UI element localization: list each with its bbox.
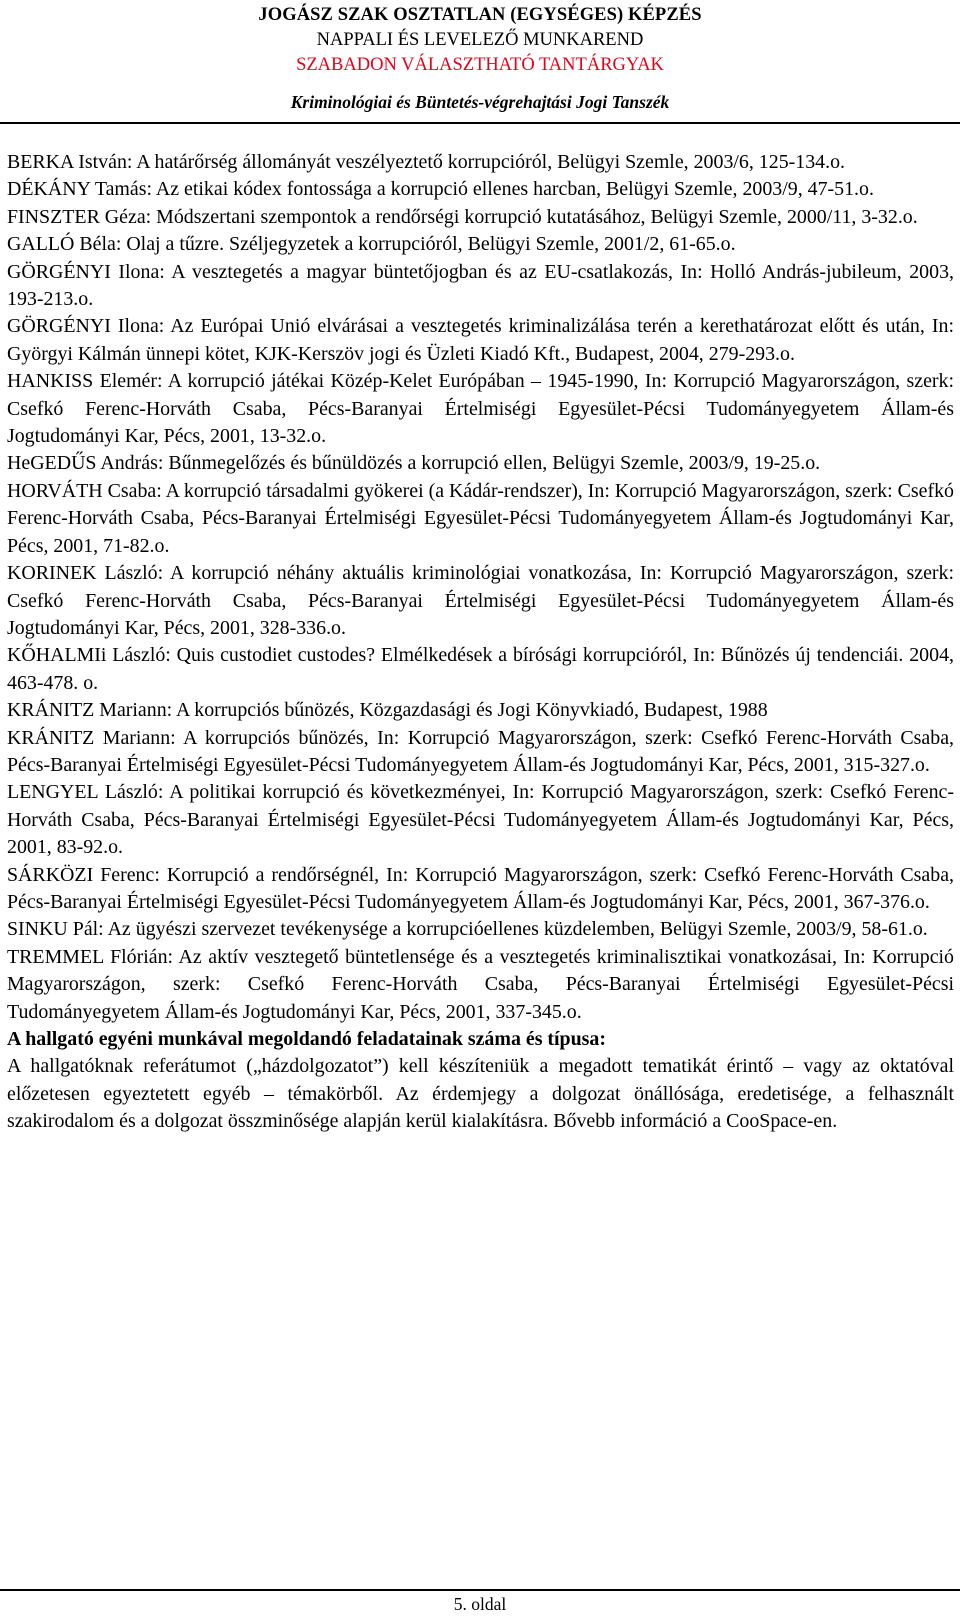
page-header bbox=[0, 2, 960, 114]
reference-item: GÖRGÉNYI Ilona: A vesztegetés a magyar büntetőjogban és az EU-csatlakozás, In: Holló András-jubileum, 2003, 193-213.o. bbox=[7, 260, 954, 311]
assignment-heading: A hallgató egyéni munkával megoldandó feladatainak száma és típusa: bbox=[7, 1028, 606, 1050]
reference-item: LENGYEL László: A politikai korrupció és következményei, In: Korrupció Magyarországon, szerk: Csefkó Ferenc-Horváth Csaba, Pécs-Baranyai Értelmiségi Egyesület-Pécsi Tudományegyetem Állam-és Jogtudományi Kar, Pécs, 2001, 83-92.o. bbox=[7, 781, 954, 859]
header-schedule: NAPPALI ÉS LEVELEZŐ MUNKAREND bbox=[316, 30, 644, 50]
reference-item: DÉKÁNY Tamás: Az etikai kódex fontossága a korrupció ellenes harcban, Belügyi Szemle, 2003/9, 47-51.o. bbox=[7, 178, 874, 201]
header-department: Kriminológiai és Büntetés-végrehajtási Jogi Tanszék bbox=[290, 92, 670, 112]
header-divider bbox=[0, 122, 960, 124]
reference-item: HANKISS Elemér: A korrupció játékai Közép-Kelet Európában – 1945-1990, In: Korrupció Magyarországon, szerk: Csefkó Ferenc-Horváth Csaba, Pécs-Baranyai Értelmiségi Egyesület-Pécsi Tudományegyetem Állam-és Jogtudományi Kar, Pécs, 2001, 13-32.o. bbox=[7, 370, 954, 448]
reference-item: GALLÓ Béla: Olaj a tűzre. Széljegyzetek a korrupcióról, Belügyi Szemle, 2001/2, 61-65.o. bbox=[7, 233, 736, 256]
header-course-category: SZABADON VÁLASZTHATÓ TANTÁRGYAK bbox=[296, 55, 664, 75]
reference-item: KORINEK László: A korrupció néhány aktuális kriminológiai vonatkozása, In: Korrupció Magyarországon, szerk: Csefkó Ferenc-Horváth Csaba, Pécs-Baranyai Értelmiségi Egyesület-Pécsi Tudományegyetem Állam-és Jogtudományi Kar, Pécs, 2001, 328-336.o. bbox=[7, 562, 954, 639]
reference-list bbox=[7, 149, 954, 1026]
page-content bbox=[7, 149, 954, 1136]
assignment-paragraph: A hallgatóknak referátumot („házdolgozatot”) kell készíteniük a megadott tematikát érintő – vagy az oktatóval előzetesen egyeztetett egyéb – témakörből. Az érdemjegy a dolgozat önállósága, eredetisége, a felhasznált szakirodalom és a dolgozat összminősége alapján kerül kialakításra. Bővebb információ a CooSpace-en. bbox=[7, 1055, 954, 1133]
reference-item: TREMMEL Flórián: Az aktív vesztegető büntetlensége és a vesztegetés kriminalisztikai vonatkozásai, In: Korrupció Magyarországon, szerk: Csefkó Ferenc-Horváth Csaba, Pécs-Baranyai Értelmiségi Egyesület-Pécsi Tudományegyetem Állam-és Jogtudományi Kar, Pécs, 2001, 337-345.o. bbox=[7, 945, 954, 1023]
reference-item: HeGEDŰS András: Bűnmegelőzés és bűnüldözés a korrupció ellen, Belügyi Szemle, 2003/9, 19-25.o. bbox=[7, 452, 821, 475]
reference-item: KŐHALMIi László: Quis custodiet custodes? Elmélkedések a bírósági korrupcióról, In: Bűnözés új tendenciái. 2004, 463-478. o. bbox=[7, 644, 954, 694]
reference-item: SÁRKÖZI Ferenc: Korrupció a rendőrségnél, In: Korrupció Magyarországon, szerk: Csefkó Ferenc-Horváth Csaba, Pécs-Baranyai Értelmiségi Egyesület-Pécsi Tudományegyetem Állam-és Jogtudományi Kar, Pécs, 2001, 367-376.o. bbox=[7, 863, 954, 913]
reference-item: KRÁNITZ Mariann: A korrupciós bűnözés, Közgazdasági és Jogi Könyvkiadó, Budapest, 1988 bbox=[7, 699, 768, 722]
reference-item: SINKU Pál: Az ügyészi szervezet tevékenysége a korrupcióellenes küzdelemben, Belügyi Szemle, 2003/9, 58-61.o. bbox=[7, 918, 928, 941]
reference-item: BERKA István: A határőrség állományát veszélyeztető korrupcióról, Belügyi Szemle, 2003/6, 125-134.o. bbox=[7, 151, 845, 173]
page-number: 5. oldal bbox=[453, 1594, 507, 1614]
reference-item: KRÁNITZ Mariann: A korrupciós bűnözés, In: Korrupció Magyarországon, szerk: Csefkó Ferenc-Horváth Csaba, Pécs-Baranyai Értelmiségi Egyesület-Pécsi Tudományegyetem Állam-és Jogtudományi Kar, Pécs, 2001, 315-327.o. bbox=[7, 726, 954, 776]
footer-divider bbox=[0, 1589, 960, 1591]
reference-item: FINSZTER Géza: Módszertani szempontok a rendőrségi korrupció kutatásához, Belügyi Szemle, 2000/11, 3-32.o. bbox=[7, 205, 918, 228]
reference-item: HORVÁTH Csaba: A korrupció társadalmi gyökerei (a Kádár-rendszer), In: Korrupció Magyarországon, szerk: Csefkó Ferenc-Horváth Csaba, Pécs-Baranyai Értelmiségi Egyesület-Pécsi Tudományegyetem Állam-és Jogtudományi Kar, Pécs, 2001, 71-82.o. bbox=[7, 479, 954, 557]
reference-item: GÖRGÉNYI Ilona: Az Európai Unió elvárásai a vesztegetés kriminalizálása terén a kerethatározat előtt és után, In: Györgyi Kálmán ünnepi kötet, KJK-Kerszöv jogi és Üzleti Kiadó Kft., Budapest, 2004, 279-293.o. bbox=[7, 315, 954, 365]
header-program-title: JOGÁSZ SZAK OSZTATLAN (EGYSÉGES) KÉPZÉS bbox=[258, 5, 702, 25]
